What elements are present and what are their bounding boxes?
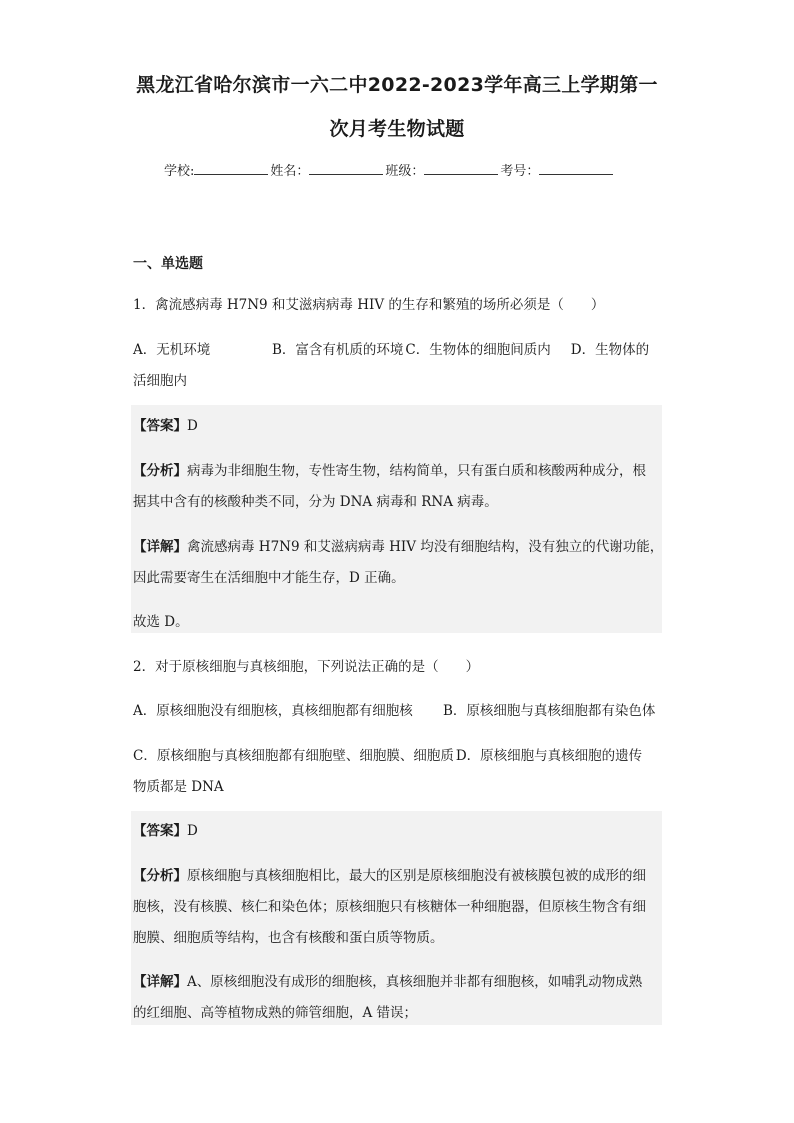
class-blank <box>424 162 498 175</box>
section-heading: 一、单选题 <box>133 256 203 272</box>
document-title-line-2: 次月考生物试题 <box>329 118 465 140</box>
q2-analysis-line-3: 胞膜、细胞质等结构，也含有核酸和蛋白质等物质。 <box>133 930 444 946</box>
q2-detail-line-2: 的红细胞、高等植物成熟的筛管细胞，A 错误； <box>133 1005 418 1021</box>
q1-detail-line-1: 【详解】禽流感病毒 H7N9 和艾滋病病毒 HIV 均没有细胞结构，没有独立的代谢功能， <box>133 539 664 555</box>
name-label: 姓名： <box>270 164 310 179</box>
number-label: 考号： <box>500 164 540 179</box>
class-label: 班级： <box>385 164 425 179</box>
q1-option-a: A．无机环境 <box>133 342 211 358</box>
q1-analysis-line-1: 【分析】病毒为非细胞生物，专性寄生物，结构简单，只有蛋白质和核酸两种成分，根 <box>133 463 646 479</box>
q2-option-b: B．原核细胞与真核细胞都有染色体 <box>443 703 656 719</box>
q2-option-d-continued: 物质都是 DNA <box>133 779 224 795</box>
q2-answer-block <box>131 811 662 1025</box>
student-info-row <box>164 160 615 179</box>
q1-stem: 1．禽流感病毒 H7N9 和艾滋病病毒 HIV 的生存和繁殖的场所必须是（ ） <box>133 297 605 313</box>
q2-option-c: C．原核细胞与真核细胞都有细胞壁、细胞膜、细胞质 <box>133 748 454 764</box>
document-title-line-1: 黑龙江省哈尔滨市一六二中2022-2023学年高三上学期第一 <box>136 74 658 96</box>
q1-detail-line-2: 因此需要寄生在活细胞中才能生存，D 正确。 <box>133 570 405 586</box>
q2-analysis-line-2: 胞核，没有核膜、核仁和染色体；原核细胞只有核糖体一种细胞器，但原核生物含有细 <box>133 899 646 915</box>
q2-answer: 【答案】D <box>133 823 198 839</box>
name-blank <box>309 162 383 175</box>
number-blank <box>539 162 613 175</box>
q1-option-c: C．生物体的细胞间质内 <box>405 342 551 358</box>
q1-answer-block <box>131 405 662 633</box>
q1-option-d: D．生物体的 <box>570 342 650 358</box>
q2-stem: 2．对于原核细胞与真核细胞，下列说法正确的是（ ） <box>133 659 480 675</box>
q2-option-a: A．原核细胞没有细胞核，真核细胞都有细胞核 <box>133 703 413 719</box>
q2-options-cd <box>133 744 642 764</box>
q2-analysis-line-1: 【分析】原核细胞与真核细胞相比，最大的区别是原核细胞没有被核膜包被的成形的细 <box>133 868 646 884</box>
q1-option-d-continued: 活细胞内 <box>133 373 187 389</box>
school-label: 学校: <box>164 164 195 179</box>
q2-option-d: D．原核细胞与真核细胞的遗传 <box>455 748 643 764</box>
q1-options <box>133 338 649 358</box>
q2-options-ab <box>133 699 655 719</box>
q1-option-b: B．富含有机质的环境 <box>272 342 404 358</box>
q1-analysis-line-2: 据其中含有的核酸种类不同，分为 DNA 病毒和 RNA 病毒。 <box>133 494 498 510</box>
q1-conclusion: 故选 D。 <box>133 614 189 630</box>
q2-detail-line-1: 【详解】A、原核细胞没有成形的细胞核，真核细胞并非都有细胞核，如哺乳动物成熟 <box>133 974 643 990</box>
q1-answer: 【答案】D <box>133 418 198 434</box>
school-blank <box>194 162 268 175</box>
